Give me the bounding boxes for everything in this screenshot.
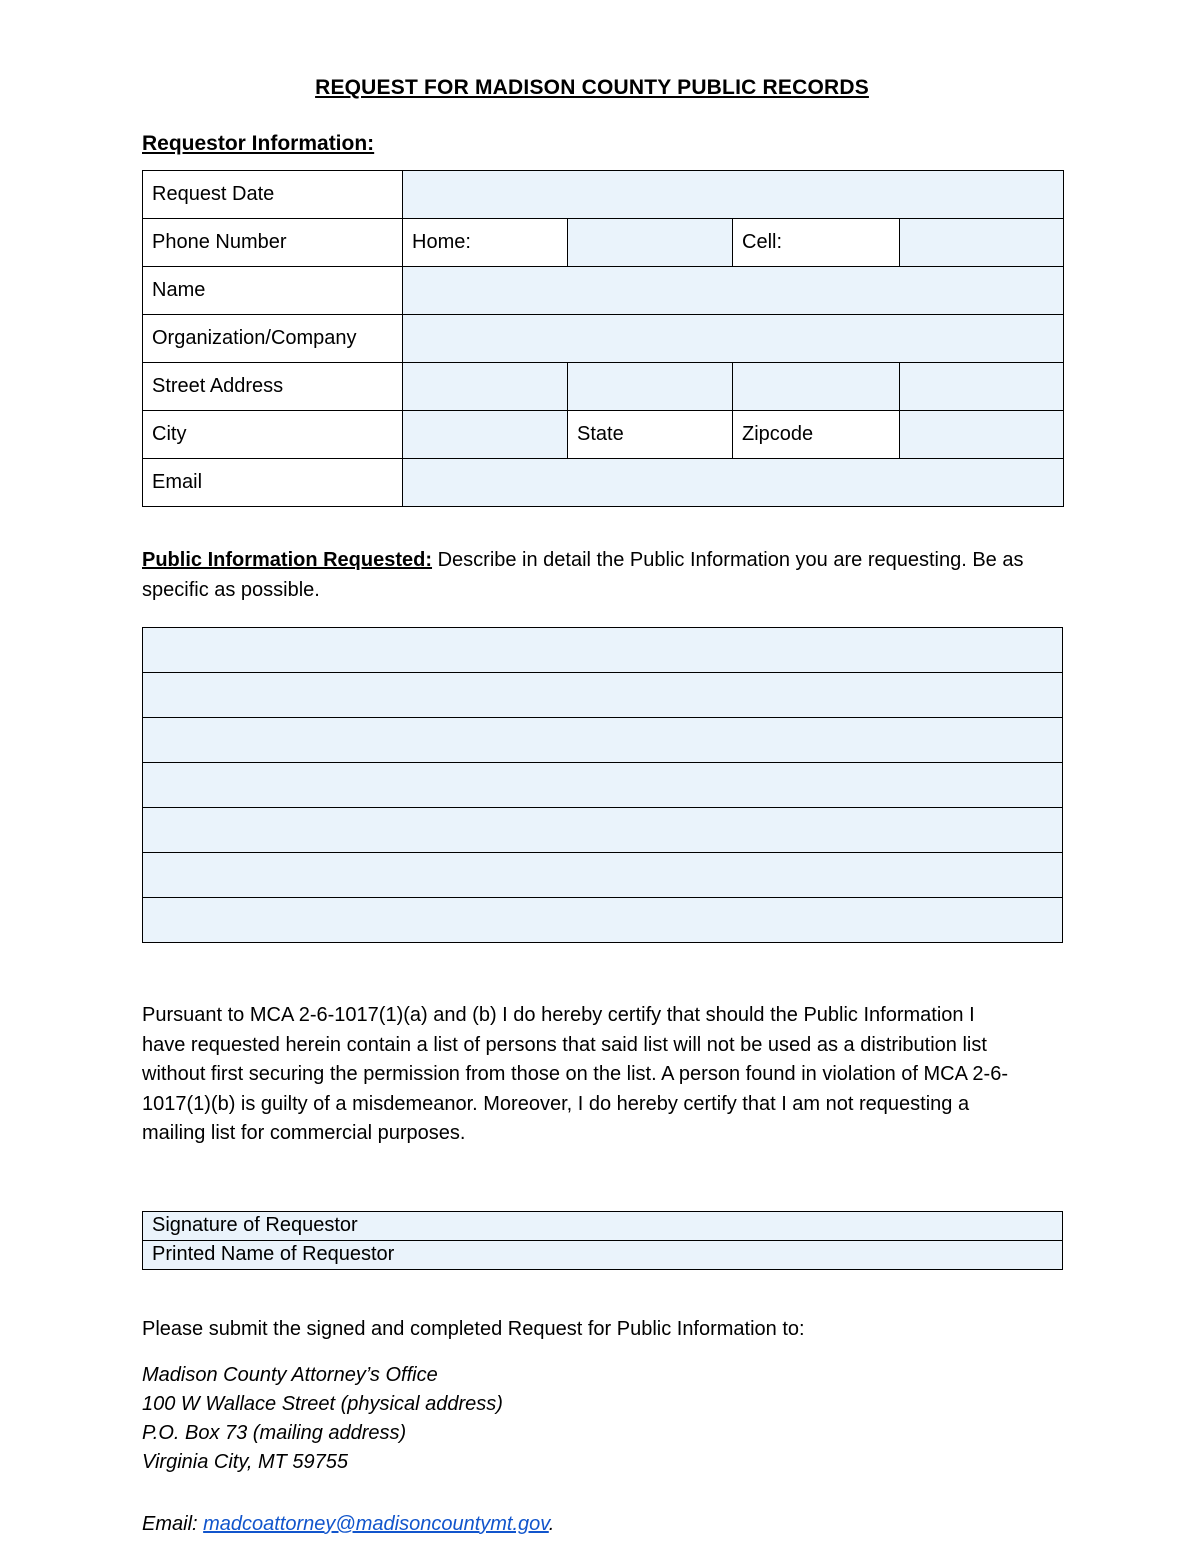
- table-row: [143, 1240, 1063, 1269]
- page-title: REQUEST FOR MADISON COUNTY PUBLIC RECORDS: [315, 76, 869, 99]
- input-zipcode[interactable]: [900, 411, 1064, 459]
- input-cell-phone[interactable]: [900, 219, 1064, 267]
- mailing-address-block: [142, 1361, 1060, 1477]
- label-zipcode: Zipcode: [733, 411, 900, 459]
- public-information-instructions: Describe in detail the Public Information you are requesting. Be as specific as possible.: [142, 549, 1024, 601]
- email-suffix: .: [548, 1512, 555, 1535]
- label-home-phone: Home:: [403, 219, 568, 267]
- label-name: Name: [143, 267, 403, 315]
- answer-line-1[interactable]: [143, 628, 1063, 673]
- submit-instruction: Please submit the signed and completed Request for Public Information to:: [142, 1317, 805, 1340]
- email-link[interactable]: madcoattorney@madisoncountymt.gov: [203, 1512, 549, 1535]
- input-name[interactable]: [403, 267, 1064, 315]
- address-line-3: P.O. Box 73 (mailing address): [142, 1421, 407, 1444]
- email-label: Email:: [142, 1512, 204, 1535]
- table-row: [143, 267, 1064, 315]
- label-city: City: [143, 411, 403, 459]
- signature-of-requestor-field[interactable]: Signature of Requestor: [143, 1211, 1063, 1240]
- label-state: State: [568, 411, 733, 459]
- table-row: [143, 219, 1064, 267]
- answer-line-3[interactable]: [143, 718, 1063, 763]
- label-phone-number: Phone Number: [143, 219, 403, 267]
- input-request-date[interactable]: [403, 171, 1064, 219]
- answer-line-2[interactable]: [143, 673, 1063, 718]
- answer-line-row: [143, 898, 1063, 943]
- table-row: [143, 459, 1064, 507]
- table-row: [143, 171, 1064, 219]
- answer-line-5[interactable]: [143, 808, 1063, 853]
- label-cell-phone: Cell:: [733, 219, 900, 267]
- table-row: [143, 315, 1064, 363]
- public-information-answer-lines: [142, 627, 1063, 943]
- public-information-requested-paragraph: [142, 545, 1060, 605]
- requestor-information-heading: Requestor Information:: [142, 132, 375, 155]
- email-contact-line: [142, 1513, 1060, 1536]
- printed-name-of-requestor-field[interactable]: Printed Name of Requestor: [143, 1240, 1063, 1269]
- input-street-address-4[interactable]: [900, 363, 1064, 411]
- answer-line-4[interactable]: [143, 763, 1063, 808]
- certification-paragraph: Pursuant to MCA 2-6-1017(1)(a) and (b) I do hereby certify that should the Public Information I have requested herein contain a list of persons that said list will not be used as a distribution list without first securing the permission from those on the list. A person found in violation of MCA 2-6-1017(1)(b) is guilty of a misdemeanor. Moreover, I do hereby certify that I am not requesting a mailing list for commercial purposes.: [142, 1004, 1008, 1145]
- answer-line-6[interactable]: [143, 853, 1063, 898]
- input-organization[interactable]: [403, 315, 1064, 363]
- input-street-address-3[interactable]: [733, 363, 900, 411]
- address-line-4: Virginia City, MT 59755: [142, 1450, 349, 1473]
- answer-line-7[interactable]: [143, 898, 1063, 943]
- signature-block-table: [142, 1211, 1063, 1270]
- input-email[interactable]: [403, 459, 1064, 507]
- public-information-requested-heading: Public Information Requested:: [142, 549, 433, 571]
- table-row: [143, 363, 1064, 411]
- input-street-address-1[interactable]: [403, 363, 568, 411]
- answer-line-row: [143, 853, 1063, 898]
- answer-line-row: [143, 673, 1063, 718]
- label-email: Email: [143, 459, 403, 507]
- label-request-date: Request Date: [143, 171, 403, 219]
- answer-line-row: [143, 763, 1063, 808]
- address-line-2: 100 W Wallace Street (physical address): [142, 1392, 503, 1415]
- input-street-address-2[interactable]: [568, 363, 733, 411]
- requestor-information-table: [142, 170, 1064, 507]
- label-organization: Organization/Company: [143, 315, 403, 363]
- answer-line-row: [143, 808, 1063, 853]
- answer-line-row: [143, 718, 1063, 763]
- input-home-phone[interactable]: [568, 219, 733, 267]
- input-city[interactable]: [403, 411, 568, 459]
- table-row: [143, 1211, 1063, 1240]
- table-row: [143, 411, 1064, 459]
- label-street-address: Street Address: [143, 363, 403, 411]
- answer-line-row: [143, 628, 1063, 673]
- address-line-1: Madison County Attorney’s Office: [142, 1363, 438, 1386]
